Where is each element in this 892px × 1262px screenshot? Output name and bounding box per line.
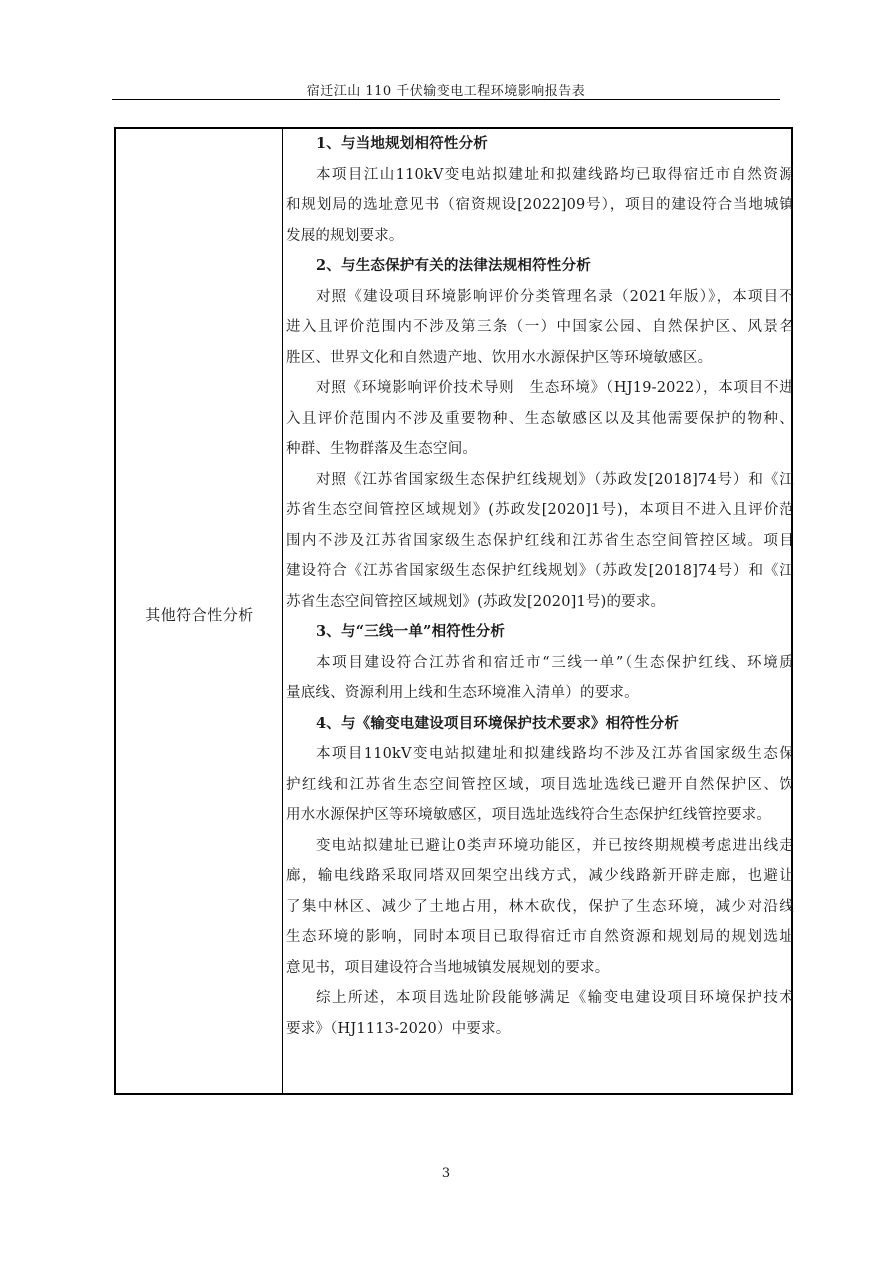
- paragraph-line: 生态环境的影响，同时本项目已取得宿迁市自然资源和规划局的规划选址: [286, 929, 794, 945]
- paragraph-line: 量底线、资源利用上线和生态环境准入清单）的要求。: [286, 685, 639, 701]
- paragraph-line: 苏省生态空间管控区域规划》(苏政发[2020]1号)，本项目不进入且评价范: [286, 502, 794, 518]
- paragraph-line: 和规划局的选址意见书（宿资规设[2022]09号），项目的建设符合当地城镇: [286, 197, 794, 213]
- paragraph-line: 廊，输电线路采取同塔双回架空出线方式，减少线路新开辟走廊，也避让: [286, 868, 794, 884]
- paragraph-line: 变电站拟建址已避让0类声环境功能区，并已按终期规模考虑进出线走: [316, 837, 794, 854]
- section-heading: 3、与“三线一单”相符性分析: [316, 623, 506, 640]
- section-heading: 1、与当地规划相符性分析: [316, 135, 488, 152]
- paragraph-line: 要求》（HJ1113-2020）中要求。: [286, 1020, 511, 1037]
- table-content-cell: [284, 129, 793, 1093]
- report-header-title: 宿迁江山 110 千伏输变电工程环境影响报告表: [306, 84, 586, 99]
- paragraph-line: 本项目建设符合江苏省和宿迁市“三线一单”（生态保护红线、环境质: [316, 654, 794, 671]
- paragraph-line: 发展的规划要求。: [286, 227, 404, 244]
- compliance-table: [114, 127, 793, 1095]
- table-row-label: 其他符合性分析: [145, 606, 254, 624]
- analysis-content: [286, 129, 794, 1044]
- paragraph-line: 对照《环境影响评价技术导则 生态环境》（HJ19-2022），本项目不进: [316, 380, 794, 396]
- paragraph-line: 围内不涉及江苏省国家级生态保护红线和江苏省生态空间管控区域。项目: [286, 532, 794, 549]
- paragraph-line: 对照《江苏省国家级生态保护红线规划》（苏政发[2018]74号）和《江: [316, 471, 794, 488]
- paragraph-line: 综上所述，本项目选址阶段能够满足《输变电建设项目环境保护技术: [316, 990, 794, 1006]
- paragraph-line: 种群、生物群落及生态空间。: [286, 441, 478, 457]
- paragraph-line: 用水水源保护区等环境敏感区，项目选址选线符合生态保护红线管控要求。: [286, 807, 772, 823]
- table-label-cell: [116, 129, 283, 1093]
- section-heading: 2、与生态保护有关的法律法规相符性分析: [316, 257, 591, 274]
- paragraph-line: 建设符合《江苏省国家级生态保护红线规划》（苏政发[2018]74号）和《江: [286, 563, 794, 579]
- paragraph-line: 了集中林区、减少了土地占用，林木砍伐，保护了生态环境，减少对沿线: [286, 898, 794, 915]
- page-number: 3: [441, 1166, 451, 1181]
- paragraph-line: 本项目110kV变电站拟建址和拟建线路均不涉及江苏省国家级生态保: [316, 746, 794, 762]
- paragraph-line: 对照《建设项目环境影响评价分类管理名录（2021年版）》，本项目不: [316, 288, 794, 305]
- paragraph-line: 胜区、世界文化和自然遗产地、饮用水水源保护区等环境敏感区。: [286, 349, 713, 366]
- header-divider: [112, 99, 780, 100]
- paragraph-line: 苏省生态空间管控区域规划》(苏政发[2020]1号)的要求。: [286, 593, 666, 610]
- paragraph-line: 意见书，项目建设符合当地城镇发展规划的要求。: [286, 959, 610, 976]
- paragraph-line: 入且评价范围内不涉及重要物种、生态敏感区以及其他需要保护的物种、: [286, 410, 794, 427]
- paragraph-line: 进入且评价范围内不涉及第三条（一）中国家公园、自然保护区、风景名: [286, 319, 794, 335]
- paragraph-line: 护红线和江苏省生态空间管控区域，项目选址选线已避开自然保护区、饮: [286, 776, 794, 793]
- paragraph-line: 本项目江山110kV变电站拟建址和拟建线路均已取得宿迁市自然资源: [316, 166, 794, 183]
- section-heading: 4、与《输变电建设项目环境保护技术要求》相符性分析: [316, 714, 680, 732]
